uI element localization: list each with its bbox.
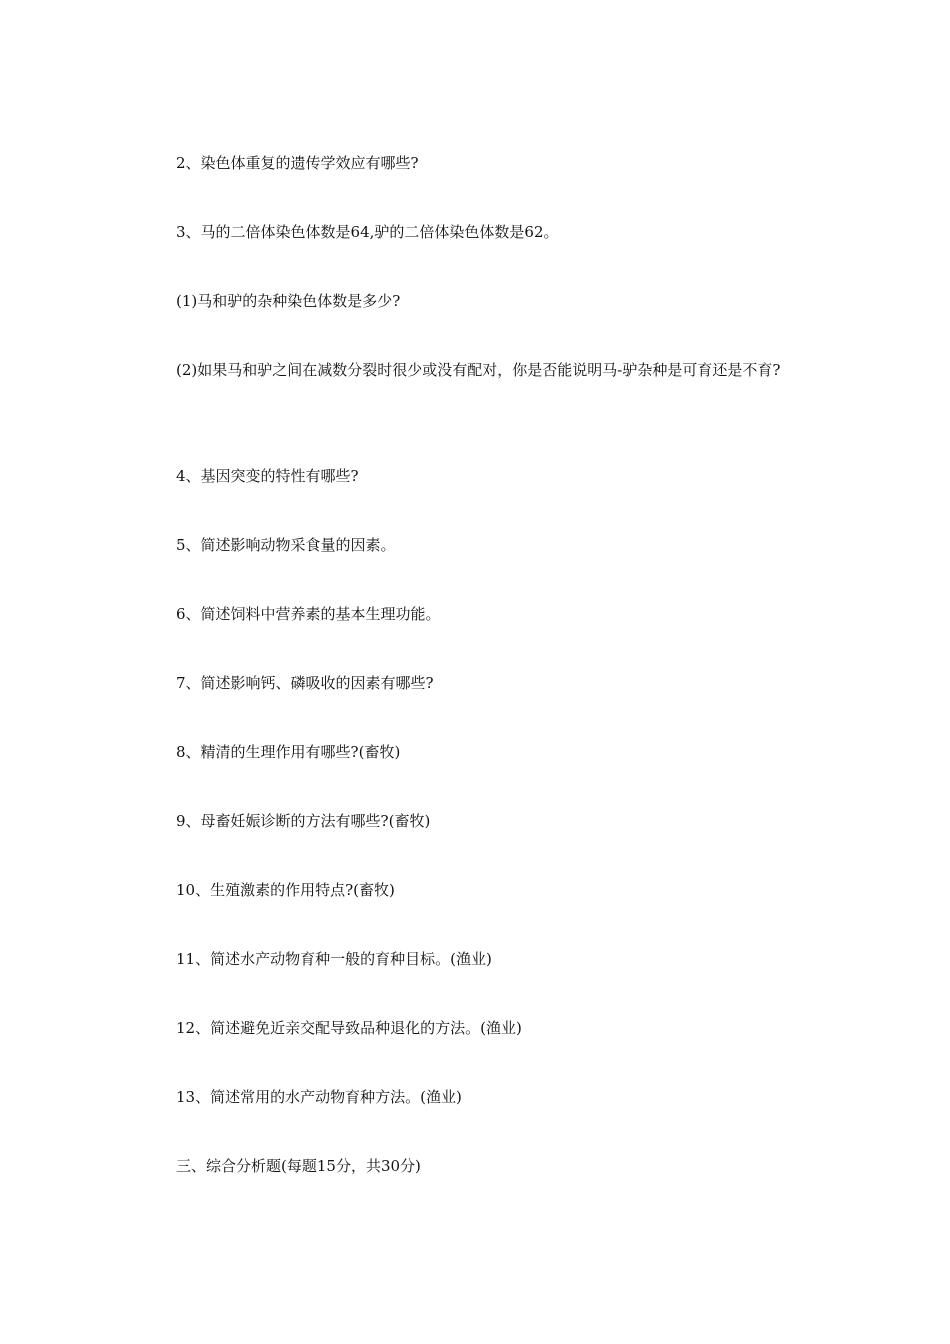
- question-5: 5、简述影响动物采食量的因素。: [176, 536, 396, 554]
- question-8: 8、精清的生理作用有哪些?(畜牧): [176, 743, 401, 761]
- question-2: 2、染色体重复的遗传学效应有哪些?: [176, 154, 419, 172]
- question-3-part-2: (2)如果马和驴之间在减数分裂时很少或没有配对，你是否能说明马-驴杂种是可育还是不育?: [176, 361, 781, 379]
- question-12: 12、简述避免近亲交配导致品种退化的方法。(渔业): [176, 1019, 522, 1037]
- question-9: 9、母畜妊娠诊断的方法有哪些?(畜牧): [176, 812, 431, 830]
- question-6: 6、简述饲料中营养素的基本生理功能。: [176, 605, 441, 623]
- question-11: 11、简述水产动物育种一般的育种目标。(渔业): [176, 950, 492, 968]
- question-4: 4、基因突变的特性有哪些?: [176, 467, 359, 485]
- section-heading: 三、综合分析题(每题15分，共30分): [176, 1157, 421, 1175]
- question-7: 7、简述影响钙、磷吸收的因素有哪些?: [176, 674, 434, 692]
- question-3-part-1: (1)马和驴的杂种染色体数是多少?: [176, 292, 401, 310]
- question-13: 13、简述常用的水产动物育种方法。(渔业): [176, 1088, 462, 1106]
- question-10: 10、生殖激素的作用特点?(畜牧): [176, 881, 395, 899]
- question-3: 3、马的二倍体染色体数是64,驴的二倍体染色体数是62。: [176, 223, 559, 241]
